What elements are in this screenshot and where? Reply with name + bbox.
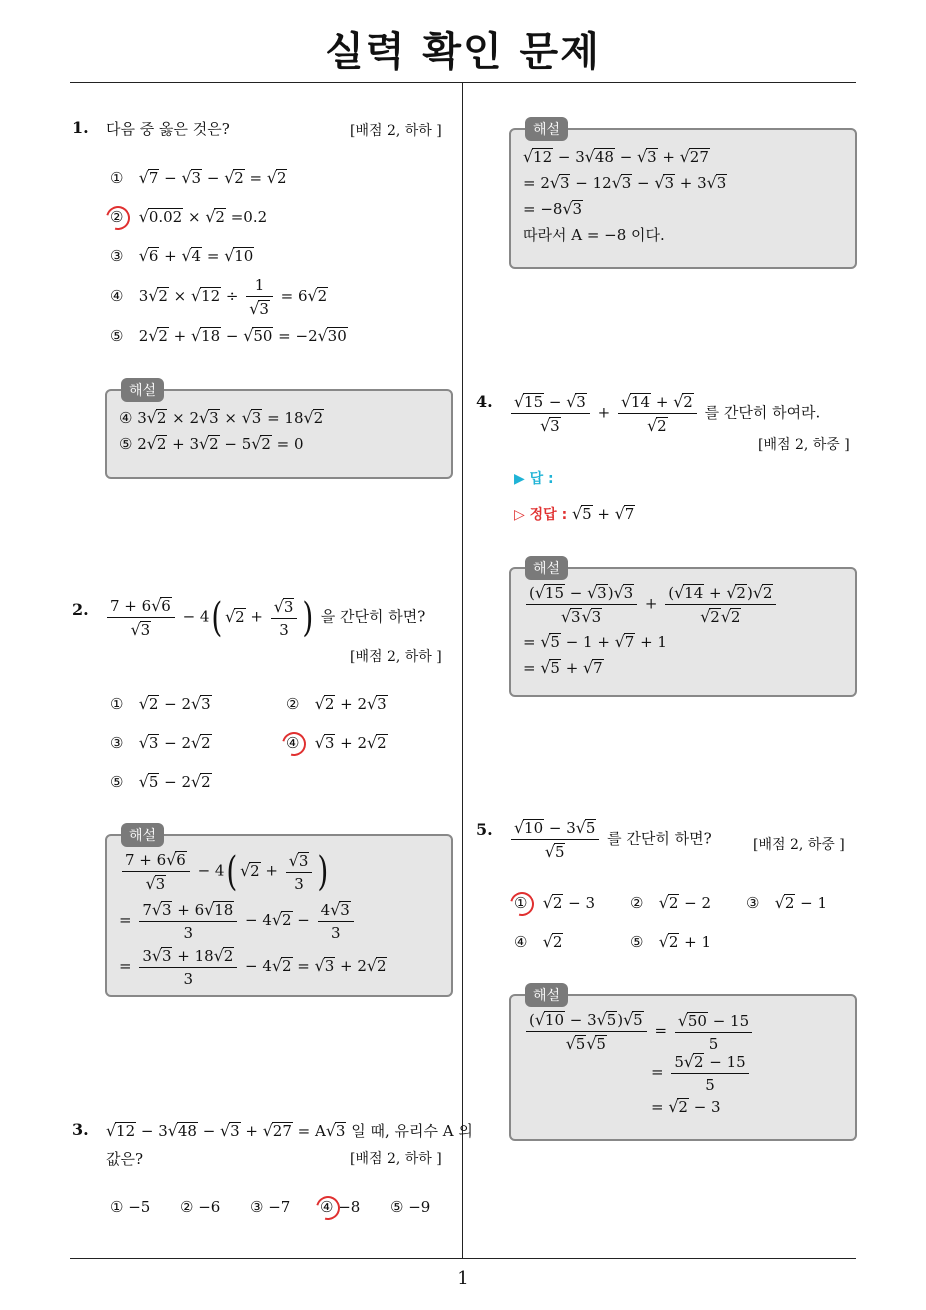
q3-choice-4[interactable]: ④ −8 <box>320 1198 361 1216</box>
q5-solution-box: 해설 $\frac{(√10 - 3√5)√5}{√5√5}$ = $\frac{√50 - 15}{5}$ = $\frac{5√2 - 15}{5}$ = √2 − 3 <box>509 994 857 1141</box>
choice-marker: ② <box>286 695 300 713</box>
q4-solution-box: 해설 $\frac{(√15 - √3)√3}{√3√3}$ + $\frac{(√14 + √2)√2}{√2√2}$ = √5 − 1 + √7 + 1 = √5 + √7 <box>509 567 857 697</box>
choice-marker: ③ <box>746 894 760 912</box>
q2-choice-4[interactable]: ④ √3 + 2√2 <box>286 733 387 752</box>
q3-choice-2[interactable]: ② −6 <box>180 1198 221 1216</box>
q5-choice-5[interactable]: ⑤ √2 + 1 <box>630 932 712 951</box>
choice-marker: ④ <box>514 933 528 951</box>
choice-marker: ⑤ <box>110 327 124 345</box>
choice-marker: ④ <box>110 287 124 305</box>
column-divider <box>462 82 463 1258</box>
q3-choice-1[interactable]: ① −5 <box>110 1198 151 1216</box>
choice-marker: ③ <box>110 734 124 752</box>
q1-solution-box: 해설 ④ 3√2 × 2√3 × √3 = 18√2 ⑤ 2√2 + 3√2 − 5√2 = 0 <box>105 389 453 479</box>
q3-solution-conclusion: 따라서 A = −8 이다. <box>523 226 665 244</box>
q3-choice-3[interactable]: ③ −7 <box>250 1198 291 1216</box>
q2-expression: $\frac{7 + 6√6}{√3}$ − 4( √2 + $\frac{√3}{3}$ ) 을 간단히 하면? <box>104 596 425 639</box>
q1-text: 다음 중 옳은 것은? <box>106 120 230 138</box>
q3-points: [배점 2, 하하 ] <box>350 1151 442 1167</box>
q1-choice-2[interactable]: ② √0.02 × √2 =0.2 <box>110 207 268 226</box>
top-rule <box>70 82 856 83</box>
choice-marker: ② <box>630 894 644 912</box>
q2-solution-box: 해설 $\frac{7 + 6√6}{√3}$ − 4( √2 + $\frac{√3}{3}$ ) = $\frac{7√3 + 6√18}{3}$ − 4√2 − $\frac{4√3}{3}$ = $\frac{3√3 + 18√2}{3}$ − 4√2 = √3 + 2√2 <box>105 834 453 997</box>
q2-choice-1[interactable]: ① √2 − 2√3 <box>110 694 211 713</box>
q4-suffix: 를 간단히 하여라. <box>704 403 821 422</box>
q2-choice-3[interactable]: ③ √3 − 2√2 <box>110 733 211 752</box>
choice-marker: ⑤ <box>630 933 644 951</box>
q2-number: 2. <box>72 600 89 619</box>
page-number: 1 <box>457 1268 469 1289</box>
q4-answer-input-label[interactable]: ▶ 답 : <box>514 471 554 487</box>
q1-number: 1. <box>72 118 89 137</box>
q5-points: [배점 2, 하중 ] <box>753 837 845 853</box>
q2-suffix: 을 간단히 하면? <box>320 607 426 626</box>
choice-marker: ⑤ <box>110 773 124 791</box>
q1-choice-5[interactable]: ⑤ 2√2 + √18 − √50 = −2√30 <box>110 326 347 345</box>
q5-choice-4[interactable]: ④ √2 <box>514 932 563 951</box>
solution-label: 해설 <box>121 823 164 847</box>
q3-expression: √12 − 3√48 − √3 + √27 = A√3 일 때, 유리수 A 의 <box>106 1121 473 1140</box>
q3-choice-5[interactable]: ⑤ −9 <box>390 1198 431 1216</box>
q4-correct-answer: ▷ 정답 : √5 + √7 <box>514 504 635 523</box>
q2-choice-2[interactable]: ② √2 + 2√3 <box>286 694 387 713</box>
q1-choice-1[interactable]: ① √7 − √3 − √2 = √2 <box>110 168 287 187</box>
solution-label: 해설 <box>525 117 568 141</box>
q2-choice-5[interactable]: ⑤ √5 − 2√2 <box>110 772 211 791</box>
q5-choice-1[interactable]: ① √2 − 3 <box>514 893 596 912</box>
q1-points: [배점 2, 하하 ] <box>350 123 442 139</box>
page-title: 실력 확인 문제 <box>325 29 601 75</box>
q2-points: [배점 2, 하하 ] <box>350 649 442 665</box>
q1-choice-3[interactable]: ③ √6 + √4 = √10 <box>110 246 254 265</box>
bottom-rule <box>70 1258 856 1259</box>
q5-choice-2[interactable]: ② √2 − 2 <box>630 893 712 912</box>
q5-suffix: 를 간단히 하면? <box>607 829 712 848</box>
q1-choice-4[interactable]: ④ 3√2 × √12 ÷ $\frac{1}{√3}$ = 6√2 <box>110 276 328 318</box>
q3-text-1: 일 때, 유리수 A 의 <box>351 1122 473 1140</box>
choice-marker: ④ <box>286 734 300 752</box>
q4-expression: $\frac{√15 - √3}{√3}$ + $\frac{√14 + √2}{√2}$ 를 간단히 하여라. <box>508 392 820 435</box>
choice-marker: ① <box>110 695 124 713</box>
choice-marker: ③ <box>110 247 124 265</box>
choice-marker: ② <box>110 208 124 226</box>
solution-label: 해설 <box>525 556 568 580</box>
q5-choice-3[interactable]: ③ √2 − 1 <box>746 893 828 912</box>
solution-label: 해설 <box>525 983 568 1007</box>
q4-number: 4. <box>476 392 493 411</box>
q5-expression: $\frac{√10 - 3√5}{√5}$ 를 간단히 하면? <box>508 818 712 861</box>
q3-number: 3. <box>72 1120 89 1139</box>
q4-correct-label: ▷ 정답 : <box>514 507 568 523</box>
answer-circle-mark <box>312 1192 345 1225</box>
choice-marker: ① <box>514 894 528 912</box>
q3-solution-box: 해설 √12 − 3√48 − √3 + √27 = 2√3 − 12√3 − √3 + 3√3 = −8√3 따라서 A = −8 이다. <box>509 128 857 269</box>
q5-number: 5. <box>476 820 493 839</box>
choice-marker: ① <box>110 169 124 187</box>
solution-label: 해설 <box>121 378 164 402</box>
q4-points: [배점 2, 하중 ] <box>758 437 850 453</box>
q3-text-2: 값은? <box>106 1150 144 1168</box>
